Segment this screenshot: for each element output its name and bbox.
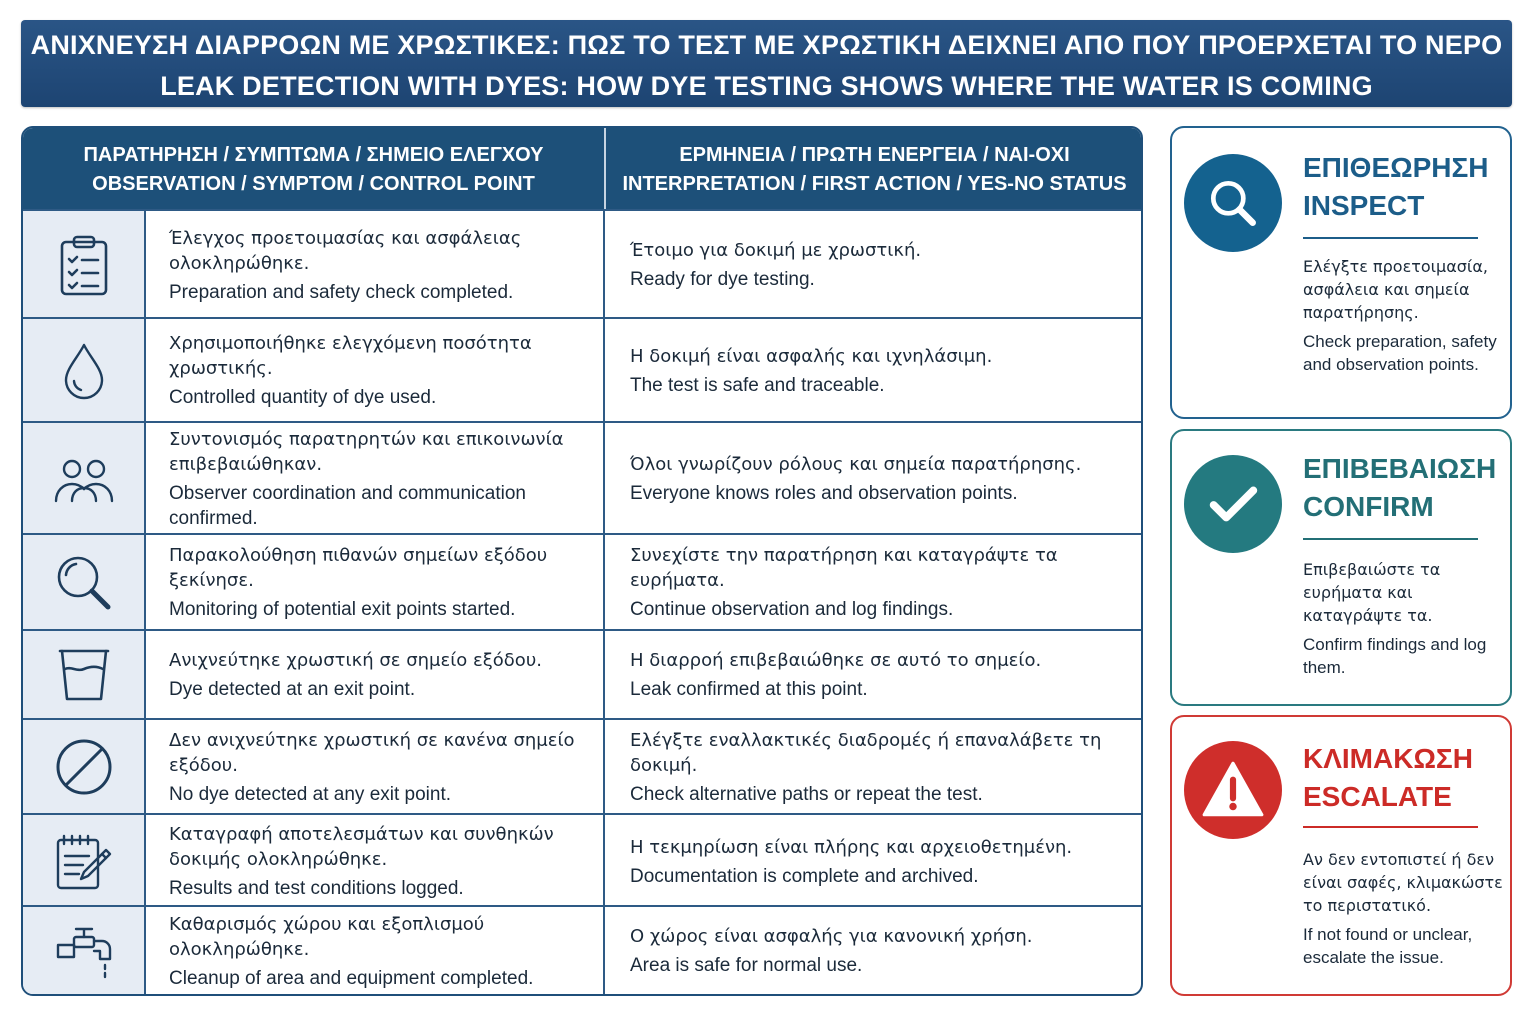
inspect-title-english: INSPECT	[1303, 190, 1425, 221]
inspect-text-english: Check preparation, safety and observation points.	[1303, 332, 1497, 374]
observation-cell	[169, 720, 599, 814]
escalate-card	[1170, 715, 1512, 996]
confirm-title-greek: ΕΠΙΒΕΒΑΙΩΣΗ	[1303, 453, 1497, 484]
observation-cell	[169, 319, 599, 422]
observation-greek: Καθαρισμός χώρου και εξοπλισμού ολοκληρώθηκε.	[169, 913, 485, 960]
escalate-text-greek: Αν δεν εντοπιστεί ή δεν είναι σαφές, κλιμακώστε το περιστατικό.	[1303, 850, 1503, 915]
observation-english: Observer coordination and communication confirmed.	[169, 482, 526, 529]
header-interpretation-greek: ΕΡΜΗΝΕΙΑ / ΠΡΩΤΗ ΕΝΕΡΓΕΙΑ / ΝΑΙ-ΟΧΙ	[679, 143, 1070, 166]
escalate-title	[1303, 740, 1473, 816]
inspect-text-greek: Ελέγξτε προετοιμασία, ασφάλεια και σημεία παρατήρησης.	[1303, 257, 1488, 322]
title-greek: ΑΝΙΧΝΕΥΣΗ ΔΙΑΡΡΟΩΝ ΜΕ ΧΡΩΣΤΙΚΕΣ: ΠΩΣ ΤΟ ΤΕΣΤ ΜΕ ΧΡΩΣΤΙΚΗ ΔΕΙΧΝΕΙ ΑΠΟ ΠΟΥ ΠΡΟΕΡΧΕΤΑΙ ΤΟ ΝΕΡΟ	[30, 30, 1503, 60]
interpretation-greek: Ελέγξτε εναλλακτικές διαδρομές ή επαναλάβετε τη δοκιμή.	[630, 729, 1102, 776]
row-icon-cell	[23, 535, 146, 630]
escalate-text	[1303, 848, 1503, 969]
faucet-icon	[52, 919, 116, 983]
column-divider	[603, 423, 605, 534]
checkmark-icon	[1202, 473, 1264, 535]
inspect-title	[1303, 149, 1489, 225]
table-row	[23, 813, 1141, 908]
header-interpretation	[606, 128, 1143, 211]
observation-greek: Έλεγχος προετοιμασίας και ασφάλειας ολοκληρώθηκε.	[169, 227, 522, 274]
observation-cell	[169, 535, 599, 630]
water-cup-icon	[52, 643, 116, 707]
column-divider	[603, 319, 605, 422]
interpretation-greek: Η δοκιμή είναι ασφαλής και ιχνηλάσιμη.	[630, 345, 993, 367]
column-divider	[603, 631, 605, 719]
inspect-card	[1170, 126, 1512, 419]
row-icon-cell	[23, 319, 146, 422]
interpretation-cell	[630, 631, 1130, 719]
clipboard-checklist-icon	[52, 233, 116, 297]
water-drop-icon	[52, 339, 116, 403]
magnifier-icon	[1203, 173, 1263, 233]
confirm-text-english: Confirm findings and log them.	[1303, 635, 1487, 677]
confirm-title	[1303, 450, 1496, 526]
observation-english: Dye detected at an exit point.	[169, 679, 416, 700]
interpretation-english: Documentation is complete and archived.	[630, 865, 979, 887]
title-english: LEAK DETECTION WITH DYES: HOW DYE TESTING SHOWS WHERE THE WATER IS COMING	[160, 71, 1373, 101]
column-divider	[603, 907, 605, 995]
observation-english: No dye detected at any exit point.	[169, 783, 452, 805]
escalate-text-english: If not found or unclear, escalate the issue.	[1303, 925, 1473, 967]
interpretation-greek: Συνεχίστε την παρατήρηση και καταγράψτε τα ευρήματα.	[630, 545, 1058, 591]
status-table	[21, 126, 1143, 996]
escalate-title-greek: ΚΛΙΜΑΚΩΣΗ	[1303, 743, 1473, 774]
interpretation-cell	[630, 319, 1130, 422]
interpretation-cell	[630, 423, 1130, 534]
interpretation-english: Area is safe for normal use.	[630, 955, 863, 976]
table-header	[23, 128, 1141, 211]
observation-cell	[169, 907, 599, 995]
observation-english: Monitoring of potential exit points started.	[169, 599, 516, 620]
interpretation-greek: Όλοι γνωρίζουν ρόλους και σημεία παρατήρησης.	[630, 453, 1082, 475]
interpretation-english: Continue observation and log findings.	[630, 599, 954, 620]
row-icon-cell	[23, 815, 146, 908]
interpretation-cell	[630, 535, 1130, 630]
column-divider	[603, 211, 605, 319]
interpretation-greek: Ο χώρος είναι ασφαλής για κανονική χρήση.	[630, 926, 1033, 947]
escalate-title-english: ESCALATE	[1303, 781, 1452, 812]
interpretation-greek: Έτοιμο για δοκιμή με χρωστική.	[630, 240, 922, 261]
prohibited-icon	[52, 735, 116, 799]
observation-cell	[169, 631, 599, 719]
interpretation-english: Everyone knows roles and observation points.	[630, 482, 1018, 504]
table-row	[23, 905, 1141, 995]
inspect-title-greek: ΕΠΙΘΕΩΡΗΣΗ	[1303, 152, 1489, 183]
interpretation-english: The test is safe and traceable.	[630, 374, 885, 396]
row-icon-cell	[23, 423, 146, 534]
confirm-badge	[1184, 455, 1282, 553]
column-divider	[603, 720, 605, 814]
warning-triangle-icon	[1200, 757, 1266, 823]
interpretation-greek: Η διαρροή επιβεβαιώθηκε σε αυτό το σημείο.	[630, 650, 1042, 671]
title-banner	[21, 20, 1512, 107]
observation-cell	[169, 423, 599, 534]
observation-cell	[169, 211, 599, 319]
confirm-text-greek: Επιβεβαιώστε τα ευρήματα και καταγράψτε τα.	[1303, 560, 1441, 625]
table-row	[23, 317, 1141, 422]
header-observation-greek: ΠΑΡΑΤΗΡΗΣΗ / ΣΥΜΠΤΩΜΑ / ΣΗΜΕΙΟ ΕΛΕΓΧΟΥ	[83, 143, 544, 166]
interpretation-english: Check alternative paths or repeat the test.	[630, 783, 983, 805]
notepad-pencil-icon	[52, 830, 116, 894]
observation-english: Cleanup of area and equipment completed.	[169, 967, 534, 989]
row-icon-cell	[23, 907, 146, 995]
header-observation	[23, 128, 604, 211]
observation-english: Preparation and safety check completed.	[169, 281, 514, 303]
table-row	[23, 533, 1141, 630]
magnifier-icon	[52, 551, 116, 615]
confirm-card	[1170, 429, 1512, 706]
inspect-badge	[1184, 154, 1282, 252]
observation-greek: Καταγραφή αποτελεσμάτων και συνθηκών δοκιμής ολοκληρώθηκε.	[169, 824, 554, 870]
interpretation-cell	[630, 815, 1130, 908]
table-row	[23, 421, 1141, 534]
observation-greek: Δεν ανιχνεύτηκε χρωστική σε κανένα σημείο εξόδου.	[169, 729, 575, 776]
interpretation-greek: Η τεκμηρίωση είναι πλήρης και αρχειοθετημένη.	[630, 836, 1073, 858]
escalate-badge	[1184, 741, 1282, 839]
header-observation-english: OBSERVATION / SYMPTOM / CONTROL POINT	[92, 172, 535, 195]
confirm-title-english: CONFIRM	[1303, 491, 1434, 522]
row-icon-cell	[23, 631, 146, 719]
confirm-divider	[1303, 538, 1478, 540]
observation-english: Controlled quantity of dye used.	[169, 387, 437, 408]
observation-greek: Παρακολούθηση πιθανών σημείων εξόδου ξεκίνησε.	[169, 545, 548, 591]
interpretation-english: Ready for dye testing.	[630, 269, 815, 290]
table-row	[23, 718, 1141, 814]
row-icon-cell	[23, 211, 146, 319]
observation-greek: Συντονισμός παρατηρητών και επικοινωνία επιβεβαιώθηκαν.	[169, 428, 564, 475]
confirm-text	[1303, 558, 1503, 679]
inspect-divider	[1303, 237, 1478, 239]
observation-greek: Ανιχνεύτηκε χρωστική σε σημείο εξόδου.	[169, 650, 542, 671]
table-row	[23, 209, 1141, 319]
table-row	[23, 629, 1141, 719]
interpretation-english: Leak confirmed at this point.	[630, 679, 868, 700]
interpretation-cell	[630, 720, 1130, 814]
people-group-icon	[52, 447, 116, 511]
column-divider	[603, 815, 605, 908]
inspect-text	[1303, 255, 1503, 376]
column-divider	[603, 535, 605, 630]
header-interpretation-english: INTERPRETATION / FIRST ACTION / YES-NO STATUS	[622, 172, 1127, 195]
observation-english: Results and test conditions logged.	[169, 878, 464, 899]
observation-cell	[169, 815, 599, 908]
observation-greek: Χρησιμοποιήθηκε ελεγχόμενη ποσότητα χρωστικής.	[169, 333, 532, 379]
interpretation-cell	[630, 211, 1130, 319]
escalate-divider	[1303, 826, 1478, 828]
row-icon-cell	[23, 720, 146, 814]
interpretation-cell	[630, 907, 1130, 995]
